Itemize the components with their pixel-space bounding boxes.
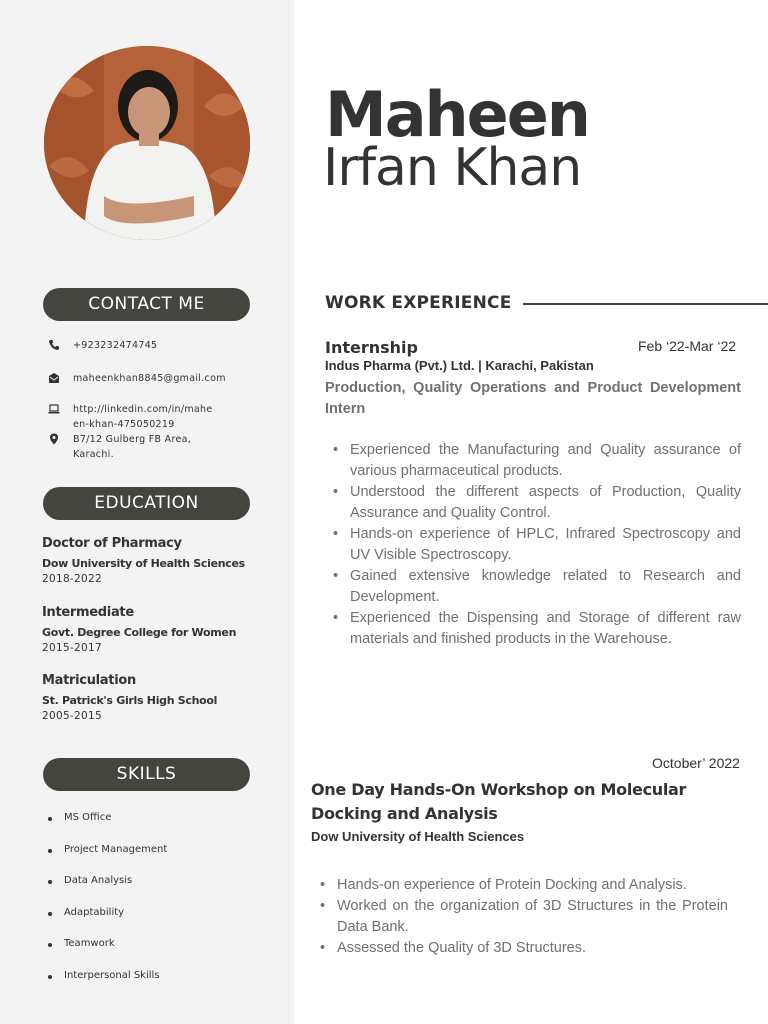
list-item: • Hands-on experience of HPLC, Infrared Spectroscopy and UV Visible Spectroscopy. — [325, 524, 741, 566]
skill-label: Interpersonal Skills — [64, 969, 160, 981]
skills-list — [46, 812, 167, 1002]
list-item: • Experienced the Manufacturing and Quality assurance of various pharmaceutical products. — [325, 440, 741, 482]
skill-item — [46, 938, 167, 970]
address-line2: Karachi. — [73, 449, 114, 460]
workshop-bullets — [312, 875, 728, 959]
institution: St. Patrick's Girls High School — [42, 694, 218, 707]
first-name: Maheen — [325, 78, 589, 151]
email-address: maheenkhan8845@gmail.com — [73, 373, 226, 384]
bullet-icon — [48, 943, 52, 947]
skill-label: Teamwork — [64, 938, 115, 950]
envelope-icon — [48, 372, 62, 386]
contact-linkedin[interactable] — [48, 402, 213, 432]
institution: Dow University of Health Sciences — [42, 557, 245, 570]
phone-icon — [48, 339, 62, 353]
contact-email[interactable] — [48, 371, 226, 386]
sidebar — [0, 0, 294, 1024]
list-item: • Worked on the organization of 3D Structures in the Protein Data Bank. — [312, 896, 728, 938]
skill-label: Project Management — [64, 843, 168, 855]
profile-photo — [44, 46, 250, 240]
institution: Govt. Degree College for Women — [42, 626, 237, 639]
divider — [523, 303, 768, 305]
contact-address — [48, 432, 191, 462]
laptop-icon — [48, 403, 62, 417]
skill-item — [46, 812, 167, 844]
list-item: • Gained extensive knowledge related to Research and Development. — [325, 566, 741, 608]
skill-label: Data Analysis — [64, 875, 133, 887]
education-header: EDUCATION — [43, 487, 250, 520]
linkedin-url-line1: http://linkedin.com/in/mahe — [73, 404, 213, 415]
job-date: Feb ‘22-Mar ‘22 — [638, 338, 737, 354]
location-pin-icon — [48, 433, 62, 447]
list-item: • Assessed the Quality of 3D Structures. — [312, 938, 728, 959]
workshop-date: October’ 2022 — [652, 755, 740, 771]
bullet-icon — [48, 975, 52, 979]
work-experience-heading: WORK EXPERIENCE — [325, 293, 512, 313]
skill-label: Adaptability — [64, 906, 125, 918]
years: 2005-2015 — [42, 710, 102, 722]
degree: Doctor of Pharmacy — [42, 536, 182, 551]
years: 2018-2022 — [42, 573, 102, 585]
education-item — [42, 536, 272, 585]
contact-header: CONTACT ME — [43, 288, 250, 321]
bullet-icon — [48, 849, 52, 853]
last-name: Irfan Khan — [323, 138, 582, 198]
bullet-icon — [48, 912, 52, 916]
linkedin-url — [73, 402, 213, 432]
list-item: • Hands-on experience of Protein Docking and Analysis. — [312, 875, 728, 896]
skill-label: MS Office — [64, 812, 112, 823]
skill-item — [46, 907, 167, 939]
linkedin-url-line2: en-khan-475050219 — [73, 419, 175, 430]
job-title: Internship — [325, 338, 418, 357]
address-line1: B7/12 Gulberg FB Area, — [73, 434, 192, 445]
workshop-org: Dow University of Health Sciences — [311, 829, 525, 844]
degree: Intermediate — [42, 605, 134, 620]
skill-item — [46, 875, 167, 907]
address — [73, 432, 191, 462]
years: 2015-2017 — [42, 642, 102, 654]
degree: Matriculation — [42, 673, 136, 688]
list-item: • Understood the different aspects of Production, Quality Assurance and Quality Control. — [325, 482, 741, 524]
job-bullets — [325, 440, 741, 650]
bullet-icon — [48, 817, 52, 821]
bullet-icon — [48, 880, 52, 884]
phone-number: +923232474745 — [73, 340, 158, 351]
skills-header: SKILLS — [43, 758, 250, 791]
list-item: • Experienced the Dispensing and Storage of different raw materials and finished products in the Warehouse. — [325, 608, 741, 650]
contact-phone[interactable] — [48, 338, 157, 353]
job-role: Production, Quality Operations and Product Development Intern — [325, 380, 741, 417]
workshop-title: One Day Hands-On Workshop on Molecular Docking and Analysis — [311, 780, 687, 823]
education-item — [42, 673, 272, 722]
skill-item — [46, 970, 167, 1002]
job-company: Indus Pharma (Pvt.) Ltd. | Karachi, Pakistan — [325, 358, 594, 373]
education-item — [42, 605, 272, 654]
skill-item — [46, 844, 167, 876]
